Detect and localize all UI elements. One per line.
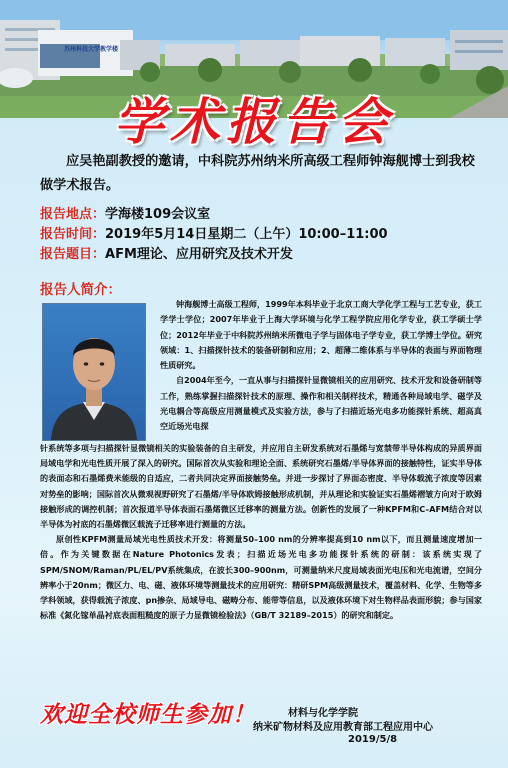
speaker-portrait bbox=[43, 304, 145, 440]
speaker-photo bbox=[42, 303, 146, 441]
location-label: 报告地点： bbox=[40, 207, 106, 222]
location-value: 学海楼109会议室 bbox=[105, 207, 211, 222]
info-topic bbox=[40, 245, 490, 265]
organizer-center: 纳米矿物材料及应用教育部工程应用中心 bbox=[253, 722, 433, 733]
info-location bbox=[40, 205, 490, 225]
bio-research-start: 自2004年至今，一直从事与扫描探针显微镜相关的应用研究、技术开发和设备研制等工作，熟练掌握扫描探针技术的原理、操作和相关制样技术，精通各种局域电学、磁学及光电耦合等高级应用测量模式及实验方法，参与了扫描近场光电多功能探针系统、超高真空近场光电探 bbox=[160, 375, 482, 432]
speaker-heading: 报告人简介： bbox=[40, 282, 121, 298]
organizer-school: 材料与化学学院 bbox=[288, 708, 358, 719]
bio-full-text bbox=[40, 441, 482, 623]
topic-label: 报告题目： bbox=[40, 247, 106, 262]
topic-value: AFM理论、应用研究及技术开发 bbox=[105, 247, 293, 262]
welcome-slogan: 欢迎全校师生参加！ bbox=[40, 702, 256, 728]
bio-technology: 原创性KPFM测量局域光电性质技术开发：将测量50–100 nm的分辨率提高到10 nm以下，而且测量速度增加一倍。作为关键数据在Nature Photonics发表；扫描近场光电多功能探针系统的研制：该系统实现了SPM/SNOM/Raman/PL/EL/PV系统集成，在波长300–900nm，可测量纳米尺度局域表面光电压和光电流谱，空间分辨率小于20nm；微区力、电、磁、液体环境等测量技术的应用研究：精研SPM高级测量技术，覆盖材料、化学、生物等多学科领域，获得载流子浓度、pn掺杂、局域导电、磁畴分布、能带等信息，以及液体环境下对生物样品表面形貌；参与国家标准《氮化镓单晶衬底表面粗糙度的原子力显微镜检验法》（GB/T 32189–2015）的研究和制定。 bbox=[40, 534, 482, 621]
bio-side-text bbox=[160, 297, 482, 435]
info-time bbox=[40, 225, 490, 245]
bio-research-continued: 针系统等多项与扫描探针显微镜相关的实验装备的自主研发，并应用自主研发系统对石墨烯与宽禁带半导体构成的异质界面局域电学和光电性质开展了深入的研究。国际首次从实验和理论全面、系统研究石墨烯/半导体界面的接触特性，证实半导体的表面态和石墨烯费米能级的自适应，二者共同决定界面接触势垒。并进一步探讨了界面态密度、半导体载流子浓度等因素对势垒的影响；国际首次从微观视野研究了石墨烯/半导体欧姆接触形成机制，并从理论和实验证实石墨烯褶皱方向对于欧姆接触形成的调控机制；首次报道半导体表面石墨烯微区迁移率的测量方法。创新性的发展了一种KPFM和C–AFM结合对以半导体为衬底的石墨烯微区载流子迁移率进行测量的方法。 bbox=[40, 443, 482, 530]
poster-date: 2019/5/8 bbox=[348, 734, 398, 745]
invitation-text: 应吴艳副教授的邀请，中科院苏州纳米所高级工程师钟海舰博士到我校做学术报告。 bbox=[40, 154, 475, 193]
bio-education: 钟海舰博士高级工程师，1999年本科毕业于北京工商大学化学工程与工艺专业，获工学学士学位；2007年毕业于上海大学环境与化学工程学院应用化学专业，获工学硕士学位；2012年毕业于中科院苏州纳米所微电子学与固体电子学专业，获工学博士学位。研究领域：1、扫描探针技术的装备研制和应用；2、超薄二维体系与半导体的表面与界面物理性质研究。 bbox=[160, 299, 482, 371]
poster-title: 学术报告会 bbox=[114, 92, 394, 151]
campus-sign-text: 苏州科技大学教学楼 bbox=[64, 46, 119, 53]
time-value: 2019年5月14日星期二（上午）10:00–11:00 bbox=[105, 227, 388, 242]
time-label: 报告时间： bbox=[40, 227, 106, 242]
